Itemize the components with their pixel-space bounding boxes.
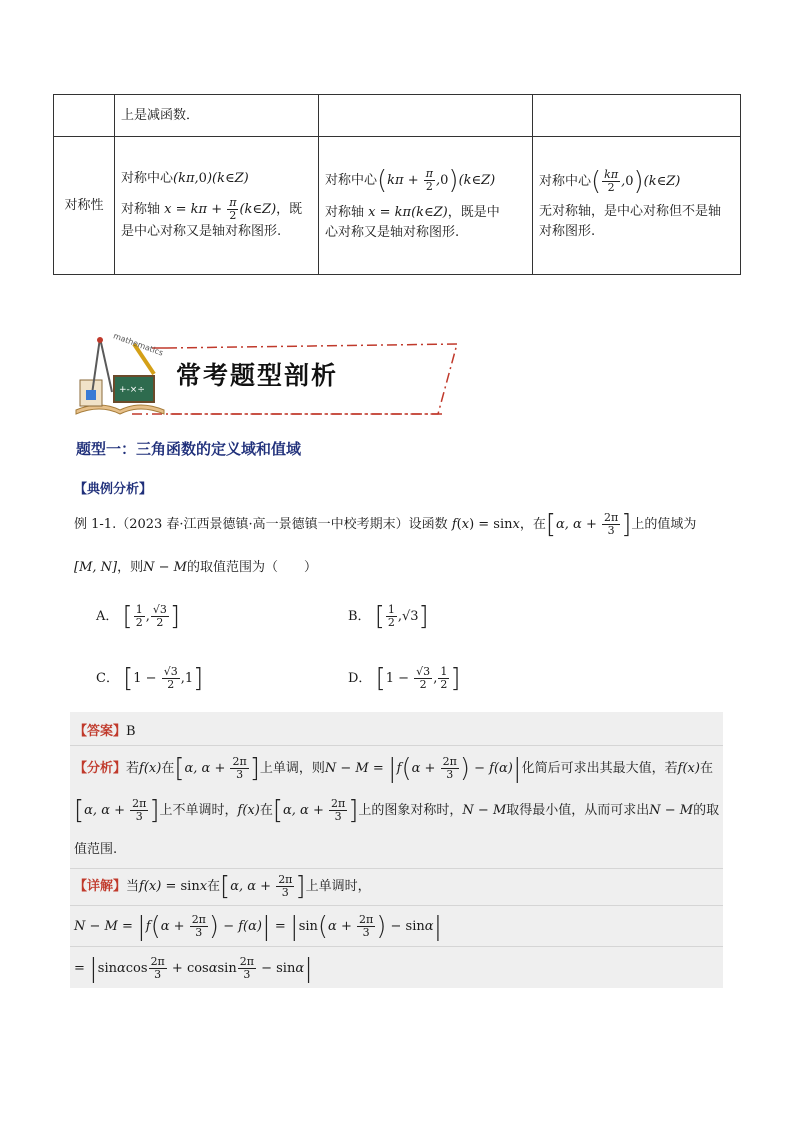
answer-line: [74, 720, 136, 739]
banner-title: 常考题型剖析: [176, 361, 339, 390]
section-banner: [72, 330, 472, 420]
axis-suffix: ，既是中: [447, 205, 500, 220]
table-cell-sin-symmetry: 对称中心(kπ,0)(k∈Z) 对称轴 x = kπ + $\frac{\pi}{2}$ (k∈Z)，既 是中心对称又是轴对称图形.: [115, 137, 319, 275]
analysis-text: 取得最小值，从而可求出: [506, 803, 650, 818]
option-d[interactable]: D． [1 − $\frac{√3}{2}$ , $\frac{1}{2}$ ]: [348, 663, 461, 694]
property-table: [53, 94, 741, 275]
center-label: 对称中心: [121, 171, 174, 186]
divider: [70, 905, 723, 906]
axis-suffix: ，既: [276, 202, 303, 217]
logo-text: mathematics: [112, 331, 165, 358]
cell-text: 无对称轴，是中心对称但不是轴: [539, 204, 722, 219]
option-a[interactable]: A． [ $\frac{1}{2}$ , $\frac{√3}{2}$ ]: [96, 601, 180, 632]
analysis-text: 上不单调时，: [159, 803, 238, 818]
divider: [70, 946, 723, 947]
question-text: ，则: [117, 560, 144, 575]
cell-text: 上是减函数．: [121, 107, 200, 123]
question-line-1: 例 1-1.（2023 春·江西景德镇·高一景德镇一中校考期末）设函数 f(x) = sinx，在[α, α + $\frac{2\pi}{3}$ ]上的值域为: [74, 509, 697, 540]
answer-tag: 【答案】: [74, 724, 127, 739]
axis-label: 对称轴: [121, 202, 161, 217]
svg-text:+-×÷: +-×÷: [119, 385, 145, 395]
analysis-text: 化简后可求出其最大值，若: [521, 761, 678, 776]
option-label: B．: [348, 609, 371, 624]
analysis-line-3: 值范围.: [74, 842, 118, 857]
question-text: 上的值域为: [631, 517, 697, 532]
option-label: A．: [96, 609, 119, 624]
detail-line-1: 【详解】当f(x) = sinx在[α, α + $\frac{2\pi}{3}$ ]上单调时，: [74, 871, 371, 902]
detail-text: 在: [207, 879, 221, 894]
detail-formula-1: N − M = |f(α + $\frac{2\pi}{3}$ ) − f(α)| = |sin(α + $\frac{2\pi}{3}$ ) − sinα|: [74, 911, 443, 942]
answer-value: B: [126, 724, 136, 739]
axis-label: 对称轴: [325, 205, 365, 220]
section-title: 题型一：三角函数的定义域和值域: [76, 440, 302, 458]
option-label: D．: [348, 671, 372, 686]
table-cell-sin-monotonic: [115, 95, 319, 137]
detail-tag: 【详解】: [74, 879, 127, 894]
example-tag: 【典例分析】: [74, 482, 153, 497]
table-cell-tan-symmetry: 对称中心( $\frac{k\pi}{2}$ ,0)(k∈Z) 无对称轴，是中心对称但不是轴 对称图形.: [533, 137, 741, 275]
center-label: 对称中心: [325, 173, 378, 188]
question-text: 的取值范围为（ ）: [186, 560, 317, 575]
analysis-text: 上单调，则: [259, 761, 325, 776]
analysis-line-1: 【分析】若f(x)在[α, α + $\frac{2\pi}{3}$ ]上单调，则N − M = |f(α + $\frac{2\pi}{3}$ ) − f(α)|化简后可求出其最大值，若f(x)在: [74, 753, 713, 784]
analysis-text: 若: [126, 761, 140, 776]
row-label-symmetry: 对称性: [54, 137, 115, 275]
table-cell-cos-monotonic: [319, 95, 533, 137]
analysis-tag: 【分析】: [74, 761, 127, 776]
analysis-line-2: [α, α + $\frac{2\pi}{3}$ ]上不单调时，f(x)在[α, α + $\frac{2\pi}{3}$ ]上的图象对称时，N − M取得最小值，从而可求出N − M的取: [74, 795, 720, 826]
cell-tail-text: 心对称又是轴对称图形.: [325, 225, 460, 240]
analysis-text: 在: [259, 803, 273, 818]
center-label: 对称中心: [539, 174, 592, 189]
option-b[interactable]: B． [ $\frac{1}{2}$ ,√3]: [348, 601, 429, 632]
detail-text: 上单调时，: [305, 879, 371, 894]
question-text: 例 1-1.（2023 春·江西景德镇·高一景德镇一中校考期末）设函数: [74, 517, 448, 532]
analysis-text: 的取: [693, 803, 720, 818]
analysis-text: 在: [161, 761, 175, 776]
analysis-text: 在: [699, 761, 713, 776]
math-tools-icon: [72, 331, 168, 416]
option-label: C．: [96, 671, 119, 686]
table-cell-cos-symmetry: 对称中心(kπ + $\frac{\pi}{2}$ ,0)(k∈Z) 对称轴 x = kπ(k∈Z)，既是中 心对称又是轴对称图形.: [319, 137, 533, 275]
question-text: ，在: [519, 517, 546, 532]
option-c[interactable]: C． [1 − $\frac{√3}{2}$ ,1]: [96, 663, 204, 694]
divider: [70, 745, 723, 746]
analysis-text: 上的图象对称时，: [358, 803, 463, 818]
table-cell-tan-monotonic: [533, 95, 741, 137]
detail-formula-2: = |sinαcos $\frac{2\pi}{3}$ + cosαsin $\frac{2\pi}{3}$ − sinα|: [74, 953, 313, 984]
cell-tail-text: 是中心对称又是轴对称图形.: [121, 224, 282, 239]
divider: [70, 868, 723, 869]
cell-text: 对称图形.: [539, 224, 596, 239]
question-line-2: [M, N]，则N − M的取值范围为（ ）: [74, 560, 317, 575]
table-cell-empty: [54, 95, 115, 137]
detail-text: 当: [126, 879, 140, 894]
